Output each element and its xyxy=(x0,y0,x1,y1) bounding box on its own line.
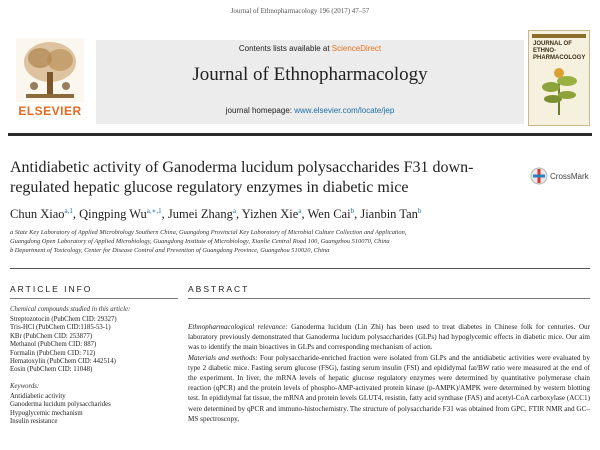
list-item: Hematoxylin (PubChem CID: 442514) xyxy=(10,358,116,366)
contents-prefix: Contents lists available at xyxy=(238,44,332,53)
sciencedirect-link[interactable]: ScienceDirect xyxy=(331,44,382,53)
relevance-text: Ganoderma lucidum (Lin Zhi) has been used to treat diabetes in Chinese folk for centuries. Our laboratory previously demonstrated that Ganoderma lucidum polysaccharides (GLPs) had hypoglycemic effects in diabetic mice. Our aim was to identify the main bioactives in GLPs and corresponding mechanism of action. xyxy=(188,323,590,352)
journal-cover-thumbnail[interactable] xyxy=(528,30,590,126)
keywords-heading: Keywords: xyxy=(10,383,40,390)
homepage-prefix: journal homepage: xyxy=(225,106,295,115)
affiliation-b: b Department of Toxicology, Center for Disease Control and Prevention of Guangdong Province, Guangzhou 510020, China xyxy=(10,247,330,254)
author-name[interactable]: Jumei Zhang xyxy=(167,207,233,222)
crossmark-button[interactable] xyxy=(530,166,594,188)
header-divider xyxy=(8,133,592,136)
abstract-rule xyxy=(188,298,590,299)
keyword-item[interactable]: Insulin resistance xyxy=(10,418,58,426)
keywords-list xyxy=(10,393,182,427)
affiliation-divider xyxy=(10,268,590,269)
abstract-methods xyxy=(188,353,590,424)
crossmark-icon xyxy=(530,166,548,186)
abstract-heading: ABSTRACT xyxy=(188,284,250,294)
journal-homepage-line xyxy=(96,106,524,115)
methods-label: Materials and methods: xyxy=(188,353,258,362)
affiliation-a-line2: Guangdong Open Laboratory of Applied Microbiology, Guangdong Institute of Microbiology, Xianlie Central Road 100, Guangzhou 510070, China xyxy=(10,238,390,245)
abstract-body xyxy=(188,322,590,424)
author-affiliation-marker[interactable]: a,1 xyxy=(64,207,73,215)
author-affiliation-marker[interactable]: b xyxy=(417,207,422,215)
journal-title[interactable]: Journal of Ethnopharmacology xyxy=(192,64,428,85)
keyword-item[interactable]: Hypoglycemic mechanism xyxy=(10,409,83,417)
paper-title[interactable]: Antidiabetic activity of Ganoderma lucidum polysaccharides F31 down- regulated hepatic glucose regulatory enzymes in diabetic mice xyxy=(10,159,474,196)
author-affiliation-marker[interactable]: a,∗,1 xyxy=(146,207,162,215)
compounds-list xyxy=(10,316,182,375)
author-name[interactable]: Qingping Wu xyxy=(79,207,147,222)
compounds-heading: Chemical compounds studied in this article: xyxy=(10,306,131,313)
list-item: Eosin (PubChem CID: 11048) xyxy=(10,366,93,374)
journal-reference[interactable]: Journal of Ethnopharmacology 196 (2017) 47–57 xyxy=(230,7,370,15)
contents-available-line xyxy=(96,44,524,53)
affiliation-a-line1: a State Key Laboratory of Applied Microbiology Southern China, Guangdong Provincial Key Laboratory of Microbial Culture Collection and Application, xyxy=(10,229,407,236)
cover-title: JOURNAL OF ETHNO- PHARMACOLOGY xyxy=(533,41,586,61)
author-affiliation-marker[interactable]: a xyxy=(232,207,236,215)
elsevier-logo[interactable] xyxy=(10,38,90,124)
author-name[interactable]: Yizhen Xie xyxy=(241,207,299,222)
list-item: Streptozotocin (PubChem CID: 29327) xyxy=(10,316,117,323)
abstract-relevance xyxy=(188,322,590,353)
author-name[interactable]: Chun Xiao xyxy=(10,207,65,222)
keyword-item[interactable]: Ganoderma lucidum polysaccharides xyxy=(10,401,111,409)
author-affiliation-marker[interactable]: a xyxy=(298,207,302,215)
list-item: Formalin (PubChem CID: 712) xyxy=(10,349,96,357)
list-item: Methanol (PubChem CID: 887) xyxy=(10,341,97,349)
keyword-item[interactable]: Antidiabetic activity xyxy=(10,393,66,400)
author-name[interactable]: Jianbin Tan xyxy=(360,207,418,222)
crossmark-label: CrossMark xyxy=(550,172,589,181)
relevance-label: Ethnopharmacological relevance: xyxy=(188,323,288,331)
homepage-link[interactable]: www.elsevier.com/locate/jep xyxy=(294,106,395,115)
author-name[interactable]: Wen Cai xyxy=(307,207,351,222)
elsevier-wordmark: ELSEVIER xyxy=(18,104,82,118)
article-info-heading: ARTICLE INFO xyxy=(10,284,93,294)
cover-top-bar xyxy=(532,34,586,38)
author-list: Chun Xiao$^{a,1}$, Qingping $Wu^{a,∗,1}$, Jumei Zhang$^a$, Yizhen Xie$^a$, Wen Cai$^b$, Jianbin Tan$^b$ xyxy=(10,207,422,222)
article-info-rule xyxy=(10,298,178,299)
cover-plant-icon xyxy=(537,65,581,117)
methods-text: Four polysaccharide-enriched fraction were isolated from GLPs and the antidiabetic activities were evaluated by type 2 diabetic mice. Fasting serum glucose (FSG), fasting serum insulin (FSI) and epididymal fat/BW ratio were measured at the end of the experiment. In liver, the mRNA levels of hepatic glucose regulatory enzymes were determined by quantitative polymerase chain reaction (qPCR) and the protein levels of phospho-AMP-activated protein kinase (p-AMPK)/AMPK were determined by western blotting test. In epididymal fat tissue, the mRNA and protein levels GLUT4, resistin, fatty acid synthase (FAS) and acetyl-CoA carboxylase (ACC1) were determined by qPCR and immuno-histochemistry. The structure of polysaccharide F31 was obtained from GPC, FTIR NMR and GC–MS spectroscopy, xyxy=(188,353,590,423)
elsevier-tree-icon xyxy=(16,38,84,102)
list-item: KBr (PubChem CID: 253877) xyxy=(10,332,93,340)
list-item: Tris-HCl (PubChem CID:1185-53-1) xyxy=(10,324,111,332)
author-affiliation-marker[interactable]: b xyxy=(350,207,355,215)
